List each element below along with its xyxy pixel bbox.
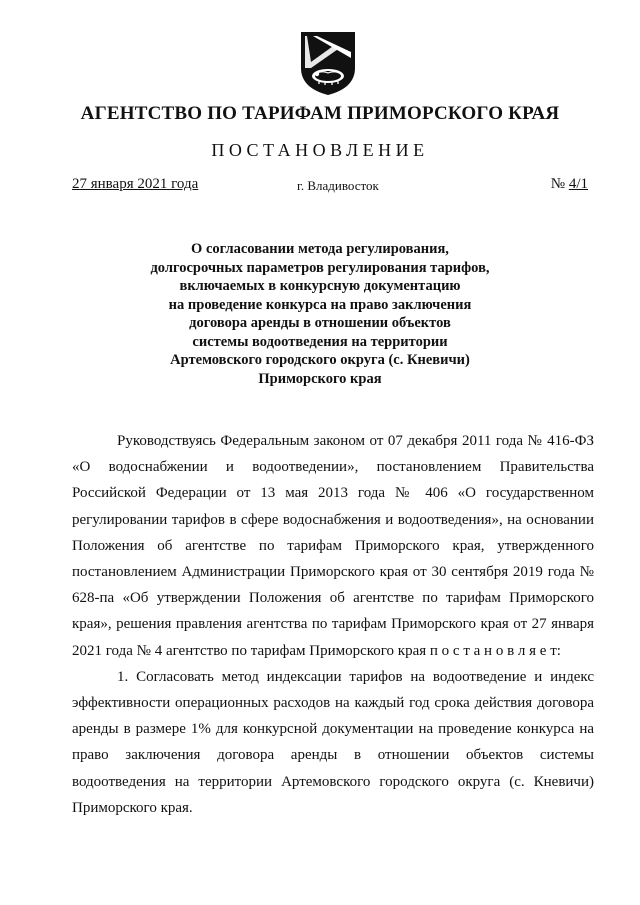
- title-line: договора аренды в отношении объектов: [189, 315, 451, 331]
- document-type: ПОСТАНОВЛЕНИЕ: [211, 140, 429, 160]
- title-line: на проведение конкурса на право заключения: [168, 296, 472, 313]
- resolution-item-1: 1. Согласовать метод индексации тарифов на водоотведение и индекс эффективности операционных расходов на каждый год срока действия договора аренды в размере 1% для конкурсной документации на проведение конкурса на право заключения договора аренды в отношении объектов системы водоотведения на территории Артемовского городского округа (с. Кневичи) Приморского края.: [72, 668, 594, 816]
- title-line: включаемых в конкурсную документацию: [179, 278, 461, 294]
- document-city: г. Владивосток: [297, 178, 379, 193]
- title-line: системы водоотведения на территории: [192, 333, 448, 350]
- title-line: О согласовании метода регулирования,: [191, 241, 449, 257]
- title-line: Приморского края: [258, 370, 382, 387]
- primorsky-krai-coat-of-arms-icon: [297, 28, 359, 98]
- title-line: Артемовского городского округа (с. Кневичи): [170, 352, 470, 368]
- document-body: [72, 428, 594, 821]
- agency-name: АГЕНТСТВО ПО ТАРИФАМ ПРИМОРСКОГО КРАЯ: [80, 103, 560, 124]
- document-title: [90, 240, 550, 388]
- document-number: [551, 176, 588, 193]
- number-value: 4/1: [568, 176, 588, 192]
- document-date: 27 января 2021 года: [72, 176, 199, 192]
- number-prefix: №: [550, 176, 566, 192]
- title-line: долгосрочных параметров регулирования тарифов,: [150, 259, 490, 276]
- preamble-paragraph: Руководствуясь Федеральным законом от 07 декабря 2011 года № 416-ФЗ «О водоснабжении и водоотведении», постановлением Правительства Российской Федерации от 13 мая 2013 года № 406 «О государственном регулировании тарифов в сфере водоснабжения и водоотведения», на основании Положения об агентстве по тарифам Приморского края, утвержденного постановлением Администрации Приморского края от 30 сентября 2019 года № 628-па «Об утверждении Положения об агентстве по тарифам Приморского края», решения правления агентства по тарифам Приморского края от 27 января 2021 года № 4 агентство по тарифам Приморского края п о с т а н о в л я е т:: [72, 433, 594, 659]
